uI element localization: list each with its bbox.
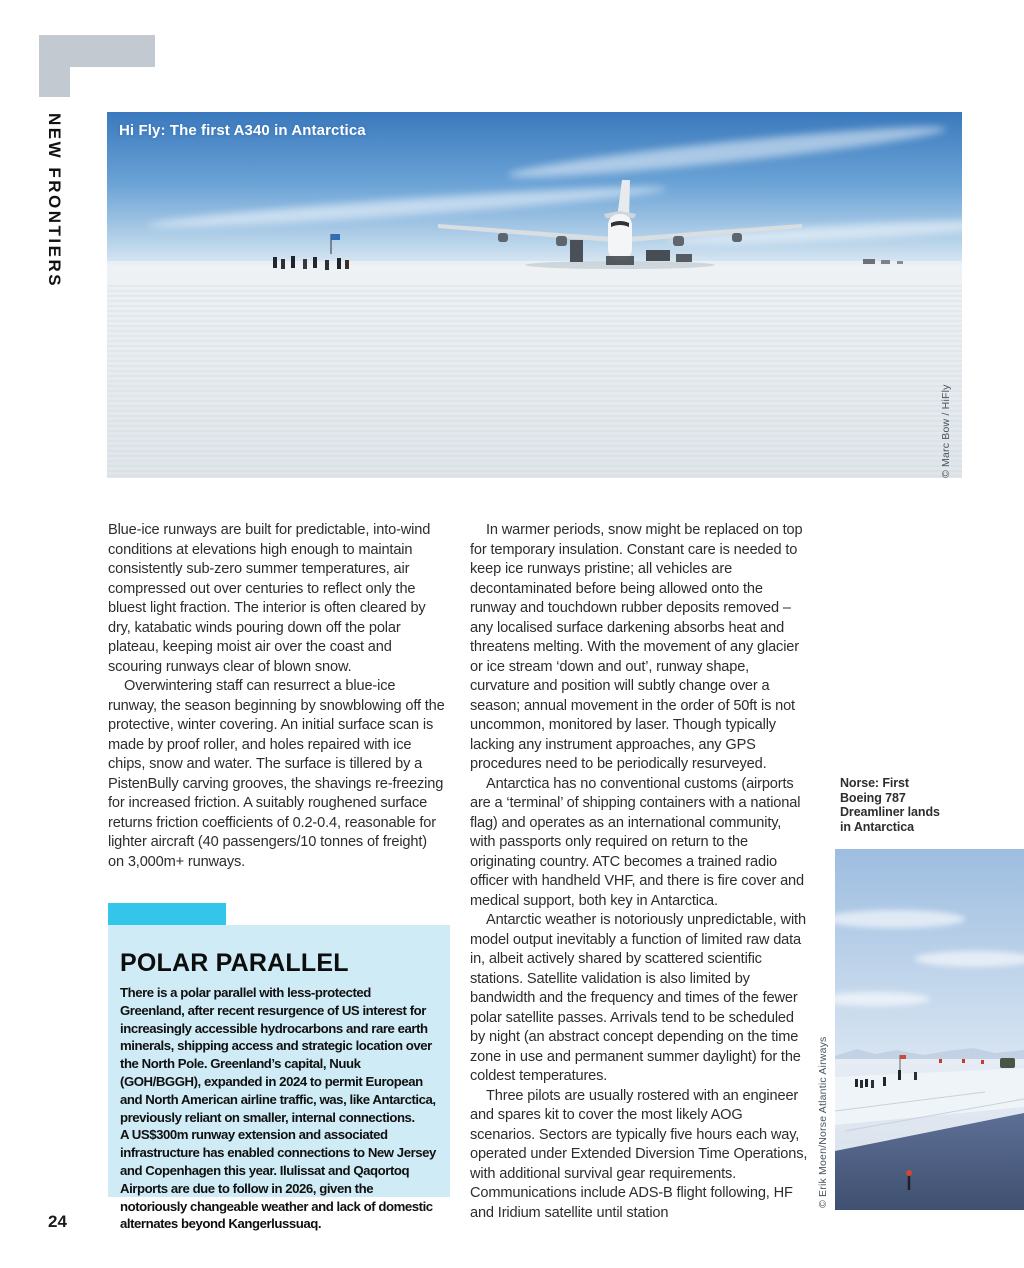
article-column-right	[470, 521, 809, 1223]
hero-photo-illustration	[107, 112, 962, 478]
corner-decoration-vertical	[39, 35, 70, 97]
hero-photo	[107, 112, 962, 478]
groomed-runway-texture	[107, 282, 962, 478]
paragraph: Three pilots are usually rostered with an engineer and spares kit to cover the most likely AOG scenarios. Sectors are typically five hours each way, operated under Extended Diversion Time Operations, with additional survival gear requirements. Communications include ADS-B flight following, HF and Iridium satellite until station	[470, 1087, 808, 1221]
page-number: 24	[48, 1212, 67, 1231]
infobox-paragraph: A US$300m runway extension and associated infrastructure has enabled connections to New Jersey and Copenhagen this year. Ilulissat and Qaqortoq Airports are due to follow in 2026, given the notoriously changeable weather and lack of domestic alternates beyond Kangerlussuaq.	[120, 1127, 436, 1232]
norse-photo-credit: © Erik Moen/Norse Atlantic Airways	[817, 1036, 829, 1208]
paragraph: Overwintering staff can resurrect a blue-ice runway, the season beginning by snowblowing off the protective, winter covering. An initial surface scan is made by proof roller, and holes repaired with ice chips, snow and water. The surface is tillered by a PistenBully carving grooves, the shavings re-freezing for increased friction. A suitably roughened surface returns friction coefficients of 0.2-0.4, reasonable for lighter aircraft (40 passengers/10 tonnes of freight) on 3,000m+ runways.	[108, 678, 445, 870]
norse-photo-illustration	[835, 849, 1024, 1210]
norse-photo	[835, 849, 1024, 1210]
infobox-title: POLAR PARALLEL	[120, 949, 349, 977]
infobox-paragraph: There is a polar parallel with less-protected Greenland, after recent resurgence of US interest for increasingly accessible hydrocarbons and rare earth minerals, shipping access and strategic location over the North Pole. Greenland’s capital, Nuuk (GOH/BGGH), expanded in 2024 to permit European and North American airline traffic, was, like Antarctica, previously reliant on smaller, internal connections.	[120, 985, 436, 1125]
hero-caption: Hi Fly: The first A340 in Antarctica	[119, 122, 366, 139]
article-column-left	[108, 521, 445, 872]
paragraph: In warmer periods, snow might be replaced on top for temporary insulation. Constant care is needed to keep ice runways pristine; all vehicles are decontaminated before being allowed onto the runway and touchdown rubber deposits removed – any localised surface darkening absorbs heat and threatens melting. With the movement of any glacier or ice stream ‘down and out’, runway shape, curvature and position will subtly change over a season; annual movement in the order of 50ft is not uncommon, monitored by laser. Though typically lacking any instrument approaches, any GPS procedures need to be periodically resurveyed.	[470, 522, 803, 772]
vehicle	[1000, 1058, 1015, 1068]
paragraph: Blue-ice runways are built for predictable, into-wind conditions at elevations high enough to maintain consistently sub-zero summer temperatures, air compressed out over centuries to reflect only the bluest light fraction. The interior is often cleared by dry, katabatic winds pouring down off the polar plateau, keeping moist air over the coast and scouring runways clear of blown snow.	[108, 522, 431, 675]
paragraph: Antarctica has no conventional customs (airports are a ‘terminal’ of shipping containers with a national flag) and operates as an international community, with passports only required on return to the originating country. ATC becomes a trained radio officer with handheld VHF, and there is fire cover and medical support, both key in Antarctica.	[470, 775, 804, 909]
section-label: NEW FRONTIERS	[45, 113, 64, 289]
infobox-polar-parallel	[108, 925, 450, 1232]
hero-photo-credit: © Marc Bow / HiFly	[940, 384, 952, 478]
norse-photo-caption: Norse: First Boeing 787 Dreamliner lands in Antarctica	[840, 776, 940, 834]
paragraph: Antarctic weather is notoriously unpredictable, with model output inevitably a function of limited raw data in, albeit actively shared by scattered scientific stations. Satellite validation is also limited by bandwidth and the frequency and times of the fewer polar satellite passes. Arrivals tend to be scheduled by night (an abstract concept depending on the time zone in use and permanent summer daylight) for the coldest temperatures.	[470, 912, 806, 1084]
